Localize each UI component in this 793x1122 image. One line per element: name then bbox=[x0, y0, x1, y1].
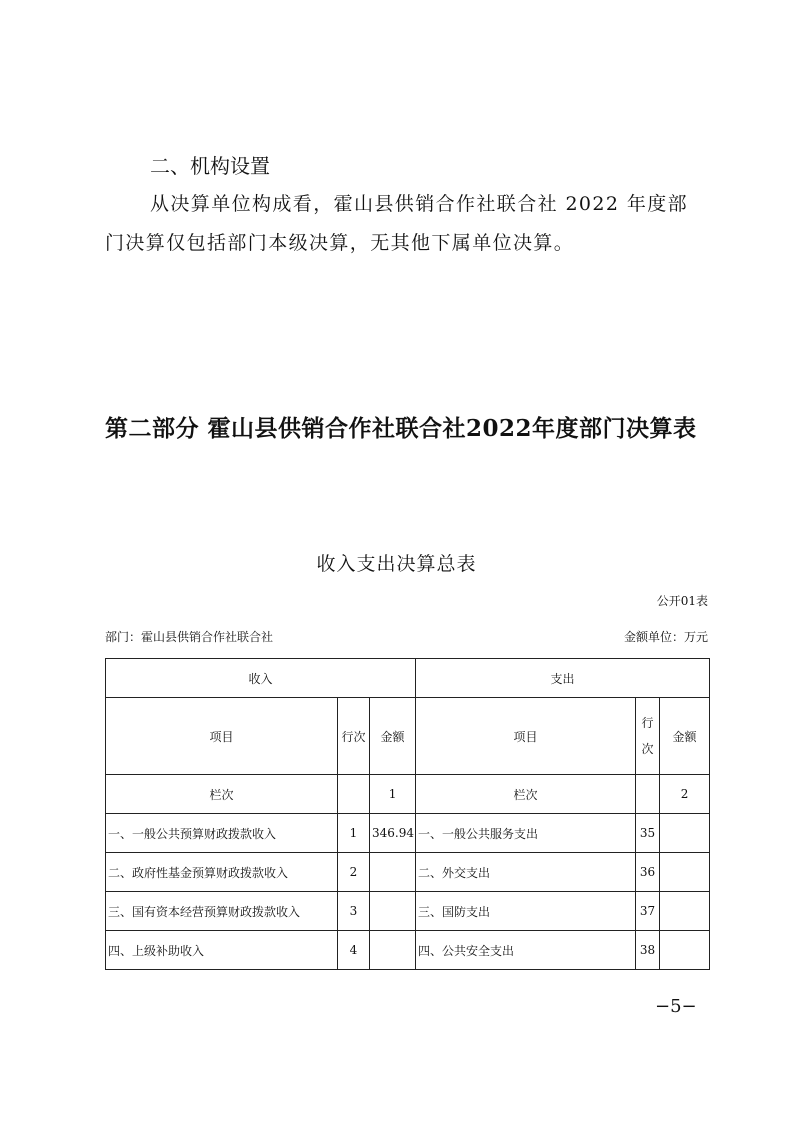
expense-group-header: 支出 bbox=[416, 659, 710, 698]
expense-amount bbox=[660, 931, 710, 970]
income-line: 1 bbox=[338, 814, 370, 853]
part-title: 第二部分 霍山县供销合作社联合社2022年度部门决算表 bbox=[105, 415, 697, 442]
department-label: 部门：霍山县供销合作社联合社 bbox=[105, 630, 274, 644]
expense-item: 一、一般公共服务支出 bbox=[416, 814, 636, 853]
table-row bbox=[106, 892, 710, 931]
table-row bbox=[106, 931, 710, 970]
income-amount bbox=[370, 853, 416, 892]
table-row bbox=[106, 853, 710, 892]
expense-line-header-bottom: 次 bbox=[641, 742, 654, 756]
section-heading: 二、机构设置 bbox=[150, 154, 270, 178]
expense-item: 三、国防支出 bbox=[416, 892, 636, 931]
expense-line: 37 bbox=[636, 892, 660, 931]
expense-amount bbox=[660, 853, 710, 892]
expense-amount-header: 金额 bbox=[660, 698, 710, 775]
income-amount-header: 金额 bbox=[370, 698, 416, 775]
income-item: 二、政府性基金预算财政拨款收入 bbox=[106, 853, 338, 892]
income-group-header: 收入 bbox=[106, 659, 416, 698]
expense-line: 36 bbox=[636, 853, 660, 892]
expense-line-header bbox=[636, 698, 660, 775]
income-item: 四、上级补助收入 bbox=[106, 931, 338, 970]
paragraph-line-1: 从决算单位构成看，霍山县供销合作社联合社 2022 年度部 bbox=[150, 193, 689, 215]
expense-amount bbox=[660, 814, 710, 853]
income-expense-table bbox=[105, 658, 710, 970]
column-index-label: 栏次 bbox=[106, 775, 338, 814]
expense-column-index: 2 bbox=[660, 775, 710, 814]
expense-line-header-top: 行 bbox=[641, 716, 654, 730]
income-item-header: 项目 bbox=[106, 698, 338, 775]
expense-item: 四、公共安全支出 bbox=[416, 931, 636, 970]
column-index-empty bbox=[338, 775, 370, 814]
table-code: 公开01表 bbox=[656, 594, 708, 608]
page-number: −5− bbox=[655, 996, 697, 1017]
table-title: 收入支出决算总表 bbox=[316, 553, 477, 575]
expense-amount bbox=[660, 892, 710, 931]
expense-item-header: 项目 bbox=[416, 698, 636, 775]
income-item: 三、国有资本经营预算财政拨款收入 bbox=[106, 892, 338, 931]
amount-unit-label: 金额单位：万元 bbox=[623, 630, 708, 644]
table-row bbox=[106, 814, 710, 853]
paragraph-line-2: 门决算仅包括部门本级决算，无其他下属单位决算。 bbox=[105, 232, 575, 254]
expense-line: 35 bbox=[636, 814, 660, 853]
income-line: 2 bbox=[338, 853, 370, 892]
income-line-header: 行次 bbox=[338, 698, 370, 775]
column-index-label-expense: 栏次 bbox=[416, 775, 636, 814]
income-item: 一、一般公共预算财政拨款收入 bbox=[106, 814, 338, 853]
income-amount: 346.94 bbox=[370, 814, 416, 853]
income-line: 3 bbox=[338, 892, 370, 931]
column-index-empty-expense bbox=[636, 775, 660, 814]
expense-line: 38 bbox=[636, 931, 660, 970]
expense-item: 二、外交支出 bbox=[416, 853, 636, 892]
income-amount bbox=[370, 931, 416, 970]
income-column-index: 1 bbox=[370, 775, 416, 814]
income-amount bbox=[370, 892, 416, 931]
income-line: 4 bbox=[338, 931, 370, 970]
